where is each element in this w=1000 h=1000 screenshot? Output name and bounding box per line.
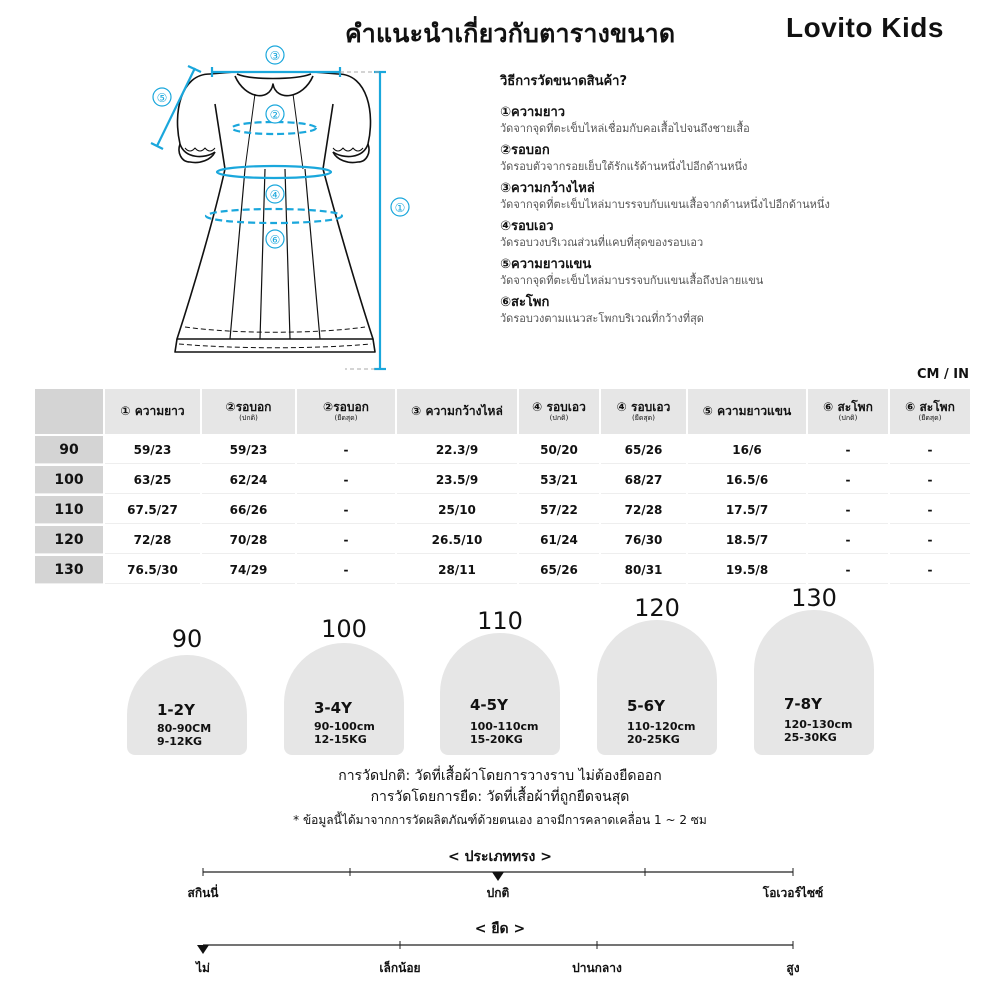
size-cell: 100 bbox=[35, 466, 103, 494]
table-cell: 65/26 bbox=[601, 436, 686, 464]
instruction-desc: วัดจากจุดที่ตะเข็บไหล่เชื่อมกับคอเสื้อไปจนถึงชายเสื้อ bbox=[500, 122, 750, 135]
fit-label-oversize: โอเวอร์ไซซ์ bbox=[762, 886, 824, 900]
table-cell: - bbox=[297, 436, 395, 464]
table-cell: 72/28 bbox=[105, 526, 200, 554]
card-size: 100 bbox=[321, 615, 367, 643]
table-header: ⑤ ความยาวแขน bbox=[688, 389, 806, 434]
table-cell: - bbox=[890, 526, 970, 554]
table-header: ⑥ สะโพก (ยืดสุด) bbox=[890, 389, 970, 434]
fit-label-regular: ปกติ bbox=[486, 886, 510, 900]
table-cell: - bbox=[808, 526, 888, 554]
table-cell: 18.5/7 bbox=[688, 526, 806, 554]
card-size: 130 bbox=[791, 584, 837, 612]
size-cell: 130 bbox=[35, 556, 103, 584]
table-header: ⑥ สะโพก (ปกติ) bbox=[808, 389, 888, 434]
marker-5: ⑤ bbox=[156, 91, 168, 105]
table-cell: 70/28 bbox=[202, 526, 295, 554]
size-card bbox=[440, 607, 560, 755]
table-cell: 61/24 bbox=[519, 526, 599, 554]
table-cell: - bbox=[808, 436, 888, 464]
table-header: ④ รอบเอว (ยืดสุด) bbox=[601, 389, 686, 434]
card-size: 90 bbox=[171, 625, 203, 653]
marker-4: ④ bbox=[269, 188, 281, 202]
instruction-title: ⑥สะโพก bbox=[500, 295, 550, 310]
table-header: ③ ความกว้างไหล่ bbox=[397, 389, 517, 434]
table-cell: - bbox=[890, 466, 970, 494]
stretch-label-medium: ปานกลาง bbox=[572, 961, 622, 975]
card-weight: 20-25KG bbox=[627, 733, 680, 746]
card-age: 3-4Y bbox=[314, 699, 352, 717]
size-cell: 120 bbox=[35, 526, 103, 554]
marker-2: ② bbox=[269, 108, 281, 122]
card-height: 120-130cm bbox=[784, 718, 853, 731]
stretch-scale bbox=[0, 935, 1000, 960]
table-cell: 68/27 bbox=[601, 466, 686, 494]
table-cell: 25/10 bbox=[397, 496, 517, 524]
size-card bbox=[127, 625, 247, 755]
size-cell: 90 bbox=[35, 436, 103, 464]
card-weight: 9-12KG bbox=[157, 735, 203, 748]
table-row bbox=[35, 436, 970, 464]
marker-6: ⑥ bbox=[269, 233, 281, 247]
table-cell: 65/26 bbox=[519, 556, 599, 584]
instructions-heading: วิธีการวัดขนาดสินค้า? bbox=[500, 74, 628, 89]
table-cell: 74/29 bbox=[202, 556, 295, 584]
instruction-title: ①ความยาว bbox=[500, 105, 566, 120]
instruction-item bbox=[500, 180, 930, 213]
table-header-row bbox=[35, 389, 970, 434]
marker-3: ③ bbox=[269, 49, 281, 63]
card-age: 5-6Y bbox=[627, 697, 665, 715]
card-weight: 15-20KG bbox=[470, 733, 523, 746]
instruction-item bbox=[500, 294, 930, 327]
table-cell: - bbox=[890, 436, 970, 464]
instruction-item bbox=[500, 256, 930, 289]
fit-selected-marker bbox=[492, 872, 504, 881]
table-cell: 62/24 bbox=[202, 466, 295, 494]
table-cell: 59/23 bbox=[105, 436, 200, 464]
table-cell: - bbox=[808, 466, 888, 494]
table-cell: 57/22 bbox=[519, 496, 599, 524]
card-size: 120 bbox=[634, 594, 680, 622]
table-cell: 16.5/6 bbox=[688, 466, 806, 494]
page-title: คำแนะนำเกี่ยวกับตารางขนาด bbox=[345, 19, 676, 48]
stretch-selected-marker bbox=[197, 945, 209, 954]
table-header: ②รอบอก (ยืดสุด) bbox=[297, 389, 395, 434]
instruction-desc: วัดจากจุดที่ตะเข็บไหล่มาบรรจบกับแขนเสื้อจากด้านหนึ่งไปอีกด้านหนึ่ง bbox=[500, 198, 830, 211]
table-cell: - bbox=[297, 526, 395, 554]
stretch-label-slight: เล็กน้อย bbox=[379, 961, 421, 975]
table-header: ④ รอบเอว (ปกติ) bbox=[519, 389, 599, 434]
table-cell: 16/6 bbox=[688, 436, 806, 464]
instruction-title: ②รอบอก bbox=[500, 143, 550, 158]
table-cell: - bbox=[808, 496, 888, 524]
table-cell: - bbox=[808, 556, 888, 584]
instruction-desc: วัดจากจุดที่ตะเข็บไหล่มาบรรจบกับแขนเสื้อถึงปลายแขน bbox=[500, 274, 764, 287]
table-cell: 23.5/9 bbox=[397, 466, 517, 494]
unit-label: CM / IN bbox=[917, 367, 969, 382]
card-height: 90-100cm bbox=[314, 720, 375, 733]
table-cell: 19.5/8 bbox=[688, 556, 806, 584]
table-cell: 76/30 bbox=[601, 526, 686, 554]
card-weight: 25-30KG bbox=[784, 731, 837, 744]
size-cell: 110 bbox=[35, 496, 103, 524]
table-cell: 63/25 bbox=[105, 466, 200, 494]
card-age: 1-2Y bbox=[157, 701, 195, 719]
instruction-desc: วัดรอบวงตามแนวสะโพกบริเวณที่กว้างที่สุด bbox=[500, 312, 704, 325]
size-card bbox=[597, 594, 717, 755]
table-row bbox=[35, 556, 970, 584]
table-cell: - bbox=[297, 466, 395, 494]
note-stretch: การวัดโดยการยืด: วัดที่เสื้อผ้าที่ถูกยืดจนสุด bbox=[370, 789, 630, 805]
table-cell: - bbox=[297, 496, 395, 524]
table-cell: - bbox=[890, 556, 970, 584]
note-disclaimer: * ข้อมูลนี้ได้มาจากการวัดผลิตภัณฑ์ด้วยตนเอง อาจมีการคลาดเคลื่อน 1 ~ 2 ซม bbox=[293, 813, 707, 827]
measure-instructions bbox=[500, 70, 930, 332]
size-table bbox=[33, 387, 972, 586]
stretch-label-none: ไม่ bbox=[196, 961, 210, 975]
stretch-label-high: สูง bbox=[786, 961, 800, 975]
instruction-desc: วัดรอบวงบริเวณส่วนที่แคบที่สุดของรอบเอว bbox=[500, 236, 704, 249]
card-height: 100-110cm bbox=[470, 720, 539, 733]
table-cell: 67.5/27 bbox=[105, 496, 200, 524]
table-cell: 59/23 bbox=[202, 436, 295, 464]
card-age: 4-5Y bbox=[470, 696, 508, 714]
table-cell: 72/28 bbox=[601, 496, 686, 524]
table-row bbox=[35, 466, 970, 494]
table-row bbox=[35, 526, 970, 554]
card-size: 110 bbox=[477, 607, 523, 635]
table-cell: - bbox=[890, 496, 970, 524]
table-row bbox=[35, 496, 970, 524]
instruction-item bbox=[500, 142, 930, 175]
marker-1: ① bbox=[394, 201, 406, 215]
fit-scale-title: < ประเภททรง > bbox=[448, 849, 552, 865]
note-flat: การวัดปกติ: วัดที่เสื้อผ้าโดยการวางราบ ไม่ต้องยืดออก bbox=[338, 768, 662, 784]
table-cell: 22.3/9 bbox=[397, 436, 517, 464]
instruction-item bbox=[500, 104, 930, 137]
card-height: 110-120cm bbox=[627, 720, 696, 733]
table-cell: - bbox=[297, 556, 395, 584]
table-cell: 66/26 bbox=[202, 496, 295, 524]
card-weight: 12-15KG bbox=[314, 733, 367, 746]
fit-label-skinny: สกินนี่ bbox=[187, 886, 219, 900]
instruction-title: ④รอบเอว bbox=[500, 219, 554, 234]
instruction-item bbox=[500, 218, 930, 251]
size-card bbox=[284, 615, 404, 755]
instruction-desc: วัดรอบตัวจากรอยเย็บใต้รักแร้ด้านหนึ่งไปอีกด้านหนึ่ง bbox=[500, 160, 748, 173]
table-cell: 50/20 bbox=[519, 436, 599, 464]
instruction-title: ⑤ความยาวแขน bbox=[500, 257, 592, 272]
brand-logo: Lovito Kids bbox=[786, 12, 944, 43]
table-cell: 80/31 bbox=[601, 556, 686, 584]
table-cell: 17.5/7 bbox=[688, 496, 806, 524]
table-corner bbox=[35, 389, 103, 434]
size-card bbox=[754, 584, 874, 755]
card-age: 7-8Y bbox=[784, 695, 822, 713]
table-header: ① ความยาว bbox=[105, 389, 200, 434]
table-cell: 76.5/30 bbox=[105, 556, 200, 584]
card-height: 80-90CM bbox=[157, 722, 212, 735]
table-cell: 26.5/10 bbox=[397, 526, 517, 554]
instruction-title: ③ความกว้างไหล่ bbox=[500, 181, 595, 196]
stretch-scale-title: < ยืด > bbox=[474, 921, 526, 937]
dress-diagram bbox=[145, 44, 406, 374]
table-header: ②รอบอก (ปกติ) bbox=[202, 389, 295, 434]
table-cell: 53/21 bbox=[519, 466, 599, 494]
table-cell: 28/11 bbox=[397, 556, 517, 584]
